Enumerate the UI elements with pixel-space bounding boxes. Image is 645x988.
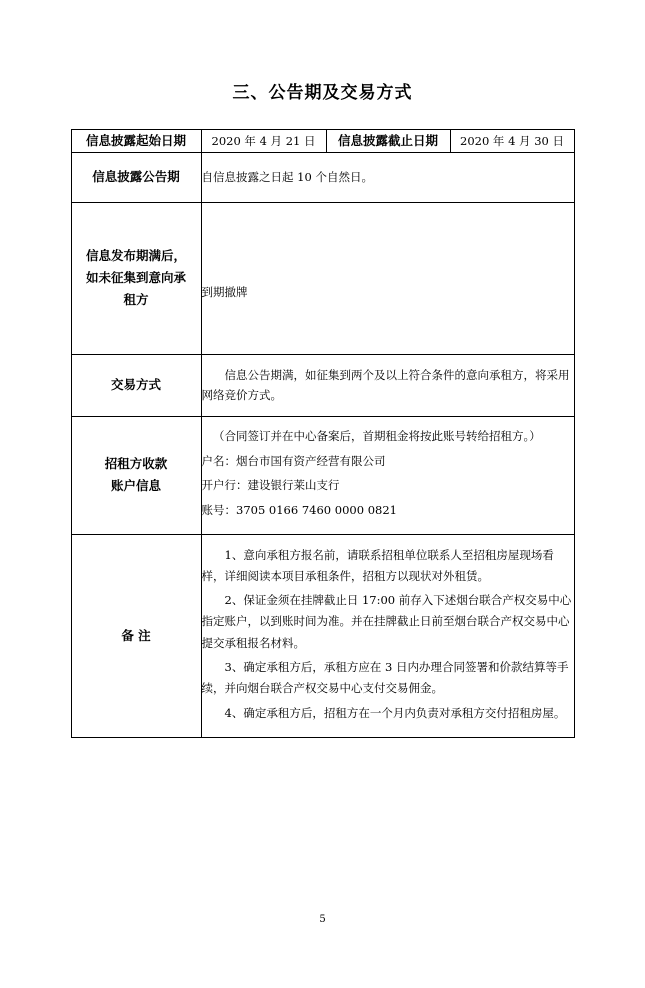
label-line-3: 租方 [123,292,149,307]
table-row [71,416,574,534]
label-disclosure-start-date: 信息披露起始日期 [71,130,201,153]
value-no-intent-lessee: 到期撤牌 [201,202,574,354]
table-row [71,534,574,737]
label-lessor-account-info [71,416,201,534]
label-remarks: 备 注 [71,534,201,737]
remark-item: 1、意向承租方报名前，请联系招租单位联系人至招租房屋现场看样，详细阅读本项目承租条件，招租方以现状对外租赁。 [201,547,554,583]
label-disclosure-end-date: 信息披露截止日期 [326,130,450,153]
table-row [71,130,574,153]
label-no-intent-lessee [71,202,201,354]
value-disclosure-start-date: 2020 年 4 月 21 日 [201,130,326,153]
remark-item: 2、保证金须在挂牌截止日 17:00 前存入下述烟台联合产权交易中心指定账户，以到账时间为准。并在挂牌截止日前至烟台联合产权交易中心提交承租报名材料。 [201,593,572,650]
document-page [0,78,645,988]
value-disclosure-end-date: 2020 年 4 月 30 日 [450,130,574,153]
remark-item: 4、确定承租方后，招租方在一个月内负责对承租方交付招租房屋。 [224,705,566,720]
announcement-table [71,129,575,738]
account-name-line: 户名：烟台市国有资产经营有限公司 [201,453,386,468]
remark-item: 3、确定承租方后，承租方应在 3 日内办理合同签署和价款结算等手续，并向烟台联合产权交易中心支付交易佣金。 [201,660,569,696]
page-number: 5 [319,914,326,925]
account-number-line: 账号：3705 0166 7460 0000 0821 [201,503,397,517]
table-row [71,152,574,202]
label-line-2: 如未征集到意向承 [85,270,186,286]
label-trade-method: 交易方式 [71,354,201,416]
value-lessor-account-info [201,416,574,534]
account-bank-line: 开户行：建设银行莱山支行 [201,478,340,493]
label-line-1: 招租方收款 [104,456,168,472]
table-row [71,354,574,416]
table-row [71,202,574,354]
label-line-1: 信息发布期满后， [85,248,186,264]
label-line-2: 账户信息 [110,478,161,494]
value-remarks [201,534,574,737]
label-disclosure-period: 信息披露公告期 [71,152,201,202]
value-disclosure-period: 自信息披露之日起 10 个自然日。 [201,152,574,202]
page-title: 三、公告期及交易方式 [232,83,413,103]
value-trade-method: 信息公告期满，如征集到两个及以上符合条件的意向承租方，将采用网络竞价方式。 [201,354,574,416]
account-note: （合同签订并在中心备案后，首期租金将按此账号转给招租方。） [213,428,541,443]
